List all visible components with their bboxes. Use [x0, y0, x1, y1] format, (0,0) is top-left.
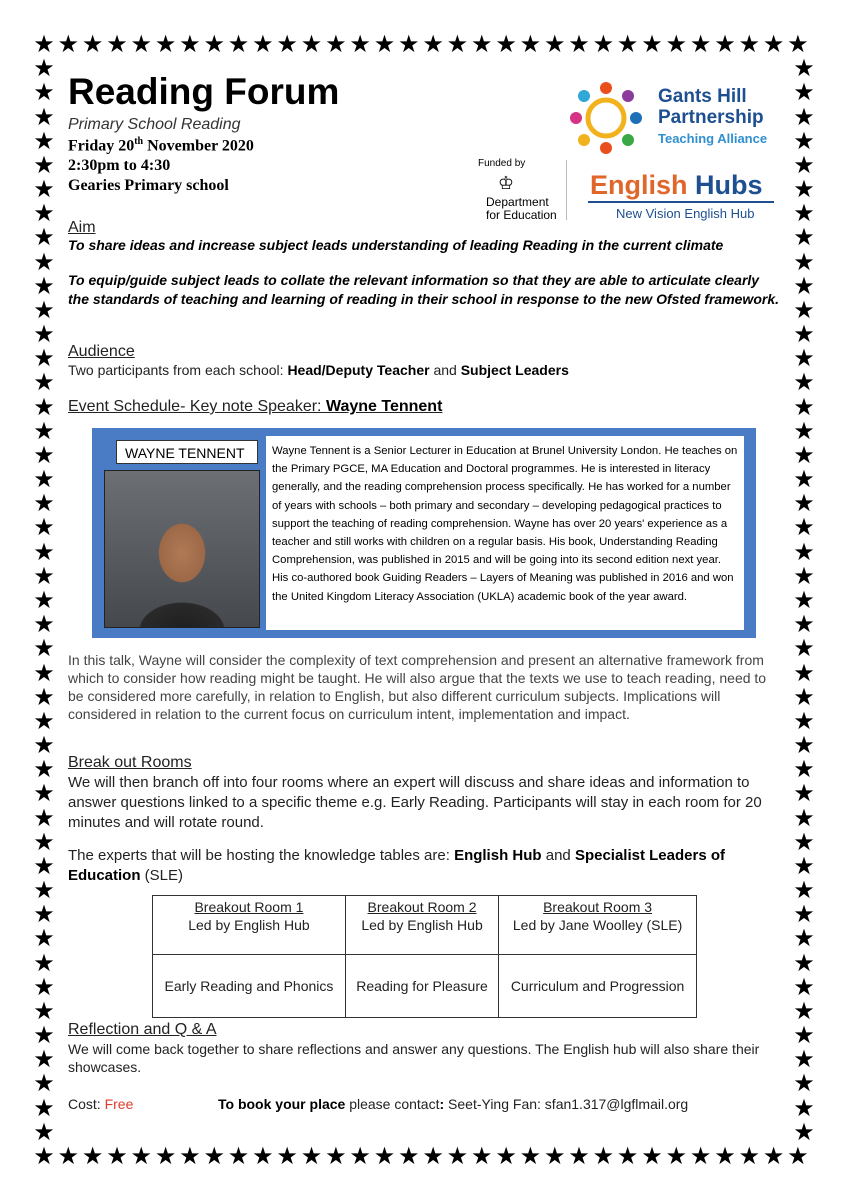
border-star-icon: ★: [130, 1142, 153, 1170]
aim-heading: Aim: [68, 219, 96, 236]
event-subtitle: Primary School Reading: [68, 116, 241, 133]
cost-line: Cost: Free: [68, 1096, 134, 1112]
border-star-icon: ★: [33, 803, 55, 832]
audience-heading: Audience: [68, 343, 135, 360]
border-star-icon: ★: [33, 610, 55, 639]
border-star-icon: ★: [793, 658, 815, 687]
border-star-icon: ★: [33, 368, 55, 397]
border-star-icon: ★: [252, 30, 274, 58]
border-star-icon: ★: [276, 1142, 298, 1170]
border-star-icon: ★: [641, 1142, 663, 1170]
border-star-icon: ★: [33, 658, 55, 687]
audience-text: Two participants from each school: Head/Deputy Teacher and Subject Leaders: [68, 362, 569, 378]
border-star-icon: ★: [793, 779, 815, 808]
border-star-icon: ★: [227, 30, 250, 58]
border-star-icon: ★: [33, 1069, 55, 1098]
border-star-icon: ★: [793, 731, 815, 760]
room-1-header: Breakout Room 1 Led by English Hub: [153, 896, 346, 955]
border-star-icon: ★: [495, 1142, 517, 1170]
border-star-icon: ★: [179, 1142, 201, 1170]
border-star-icon: ★: [793, 996, 815, 1025]
border-star-icon: ★: [106, 30, 128, 58]
event-date: Friday 20th November 2020: [68, 136, 254, 155]
border-star-icon: ★: [57, 30, 80, 58]
border-star-icon: ★: [130, 30, 153, 58]
border-star-icon: ★: [33, 150, 55, 179]
border-star-icon: ★: [793, 320, 815, 349]
border-star-icon: ★: [793, 586, 815, 614]
border-star-icon: ★: [33, 223, 55, 252]
talk-description: In this talk, Wayne will consider the complexity of text comprehension and present an alternative framework from which to consider how reading might be taught. He will also argue that the texts we use to teach reading, need to be considered more carefully, in relation to English, but also different curriculum subjects. Implications will considered in relation to the current focus on curriculum intent, implementation and impact.: [68, 652, 767, 722]
english-hubs-logo: English Hubs: [590, 170, 763, 200]
border-star-icon: ★: [665, 1142, 688, 1170]
border-star-icon: ★: [446, 1142, 469, 1170]
speaker-photo: [104, 470, 260, 628]
border-star-icon: ★: [793, 851, 815, 880]
border-star-icon: ★: [33, 30, 55, 58]
border-star-icon: ★: [33, 320, 55, 349]
border-star-icon: ★: [793, 440, 815, 469]
border-star-icon: ★: [227, 1142, 250, 1170]
border-star-icon: ★: [793, 150, 815, 179]
border-star-icon: ★: [33, 489, 55, 518]
speaker-name: WAYNE TENNENT: [116, 440, 258, 464]
border-star-icon: ★: [793, 827, 815, 856]
border-star-icon: ★: [33, 706, 55, 735]
reflection-heading: Reflection and Q & A: [68, 1021, 217, 1038]
border-star-icon: ★: [398, 30, 420, 58]
border-star-icon: ★: [325, 1142, 347, 1170]
border-star-icon: ★: [793, 755, 815, 784]
border-star-icon: ★: [793, 876, 815, 905]
border-star-icon: ★: [373, 30, 396, 58]
border-star-icon: ★: [793, 1093, 815, 1122]
booking-line: To book your place please contact: Seet-Ying Fan: sfan1.317@lgflmail.org: [218, 1096, 689, 1112]
border-star-icon: ★: [33, 972, 55, 1001]
border-star-icon: ★: [33, 537, 55, 566]
border-star-icon: ★: [33, 416, 55, 445]
border-star-icon: ★: [793, 126, 815, 155]
border-star-icon: ★: [300, 1142, 323, 1170]
border-star-icon: ★: [33, 827, 55, 856]
border-star-icon: ★: [793, 416, 815, 445]
border-star-icon: ★: [349, 1142, 371, 1170]
border-star-icon: ★: [793, 682, 815, 711]
border-star-icon: ★: [793, 295, 815, 324]
hub-underline: [588, 201, 774, 203]
border-star-icon: ★: [33, 78, 55, 107]
schedule-heading: Event Schedule- Key note Speaker: Wayne Tennent: [68, 398, 443, 415]
border-star-icon: ★: [543, 30, 566, 58]
border-star-icon: ★: [179, 30, 201, 58]
border-star-icon: ★: [568, 30, 590, 58]
reflection-text: We will come back together to share reflections and answer any questions. The English hub will also share their showcases.: [68, 1041, 760, 1075]
border-star-icon: ★: [738, 30, 761, 58]
border-star-icon: ★: [793, 634, 815, 663]
border-star-icon: ★: [665, 30, 688, 58]
border-star-icon: ★: [33, 634, 55, 663]
border-star-icon: ★: [33, 586, 55, 614]
border-star-icon: ★: [793, 610, 815, 639]
border-star-icon: ★: [276, 30, 298, 58]
border-star-icon: ★: [568, 1142, 590, 1170]
dfe-logo: Funded by ♔ Department for Education: [478, 158, 557, 222]
border-star-icon: ★: [689, 30, 712, 58]
border-star-icon: ★: [398, 1142, 420, 1170]
border-star-icon: ★: [787, 30, 809, 58]
border-star-icon: ★: [762, 1142, 785, 1170]
border-star-icon: ★: [252, 1142, 274, 1170]
border-star-icon: ★: [793, 54, 815, 83]
border-star-icon: ★: [793, 948, 815, 977]
border-star-icon: ★: [33, 996, 55, 1025]
border-star-icon: ★: [33, 199, 55, 228]
border-star-icon: ★: [762, 30, 785, 58]
border-star-icon: ★: [714, 30, 736, 58]
border-star-icon: ★: [33, 1045, 55, 1074]
border-star-icon: ★: [203, 30, 225, 58]
breakout-heading: Break out Rooms: [68, 754, 192, 771]
border-star-icon: ★: [793, 561, 815, 590]
border-star-icon: ★: [33, 561, 55, 590]
border-star-icon: ★: [33, 1117, 55, 1146]
border-star-icon: ★: [793, 247, 815, 276]
border-star-icon: ★: [33, 900, 55, 929]
border-star-icon: ★: [33, 851, 55, 880]
border-star-icon: ★: [81, 30, 104, 58]
border-star-icon: ★: [33, 948, 55, 977]
border-star-icon: ★: [33, 54, 55, 83]
border-star-icon: ★: [616, 30, 639, 58]
border-star-icon: ★: [33, 876, 55, 905]
border-star-icon: ★: [793, 1045, 815, 1074]
border-star-icon: ★: [33, 924, 55, 953]
room-3-header: Breakout Room 3 Led by Jane Woolley (SLE): [499, 896, 697, 955]
logo-divider: [566, 160, 567, 220]
border-star-icon: ★: [793, 513, 815, 542]
border-star-icon: ★: [33, 1093, 55, 1122]
border-star-icon: ★: [793, 223, 815, 252]
border-star-icon: ★: [325, 30, 347, 58]
border-star-icon: ★: [154, 1142, 177, 1170]
border-star-icon: ★: [33, 731, 55, 760]
border-star-icon: ★: [519, 30, 542, 58]
border-star-icon: ★: [373, 1142, 396, 1170]
border-star-icon: ★: [33, 513, 55, 542]
border-star-icon: ★: [33, 271, 55, 300]
border-star-icon: ★: [33, 755, 55, 784]
border-star-icon: ★: [154, 30, 177, 58]
border-star-icon: ★: [616, 1142, 639, 1170]
border-star-icon: ★: [793, 199, 815, 228]
border-star-icon: ★: [793, 465, 815, 494]
border-star-icon: ★: [793, 1021, 815, 1050]
event-venue: Gearies Primary school: [68, 177, 229, 194]
border-star-icon: ★: [787, 1142, 809, 1170]
border-star-icon: ★: [300, 30, 323, 58]
border-star-icon: ★: [203, 1142, 225, 1170]
border-star-icon: ★: [33, 440, 55, 469]
page-title: Reading Forum: [68, 71, 340, 112]
border-star-icon: ★: [33, 465, 55, 494]
border-star-icon: ★: [793, 706, 815, 735]
border-star-icon: ★: [793, 489, 815, 518]
border-star-icon: ★: [592, 30, 615, 58]
border-star-icon: ★: [495, 30, 517, 58]
border-star-icon: ★: [793, 803, 815, 832]
border-star-icon: ★: [793, 900, 815, 929]
border-star-icon: ★: [422, 1142, 444, 1170]
aim-text-1: To share ideas and increase subject leads understanding of leading Reading in the current climate: [68, 237, 724, 253]
border-star-icon: ★: [33, 126, 55, 155]
border-star-icon: ★: [519, 1142, 542, 1170]
border-star-icon: ★: [349, 30, 371, 58]
hub-subtitle: New Vision English Hub: [616, 206, 755, 221]
border-star-icon: ★: [33, 102, 55, 131]
room-1-topic: Early Reading and Phonics: [153, 955, 346, 1018]
gants-hill-logo: [566, 78, 646, 158]
border-star-icon: ★: [592, 1142, 615, 1170]
border-star-icon: ★: [793, 175, 815, 204]
border-star-icon: ★: [33, 682, 55, 711]
contact-email[interactable]: Seet-Ying Fan: sfan1.317@lgflmail.org: [444, 1096, 689, 1112]
border-star-icon: ★: [33, 392, 55, 421]
border-star-icon: ★: [57, 1142, 80, 1170]
border-star-icon: ★: [793, 537, 815, 566]
border-star-icon: ★: [793, 344, 815, 373]
border-star-icon: ★: [793, 392, 815, 421]
room-2-header: Breakout Room 2 Led by English Hub: [345, 896, 498, 955]
border-star-icon: ★: [106, 1142, 128, 1170]
border-star-icon: ★: [793, 1117, 815, 1146]
border-star-icon: ★: [470, 1142, 493, 1170]
border-star-icon: ★: [81, 1142, 104, 1170]
border-star-icon: ★: [543, 1142, 566, 1170]
border-star-icon: ★: [793, 924, 815, 953]
border-star-icon: ★: [793, 271, 815, 300]
border-star-icon: ★: [33, 779, 55, 808]
border-star-icon: ★: [33, 247, 55, 276]
border-star-icon: ★: [446, 30, 469, 58]
crest-icon: ♔: [497, 173, 515, 193]
border-star-icon: ★: [33, 1021, 55, 1050]
border-star-icon: ★: [793, 368, 815, 397]
border-star-icon: ★: [738, 1142, 761, 1170]
border-star-icon: ★: [793, 78, 815, 107]
border-star-icon: ★: [422, 30, 444, 58]
border-star-icon: ★: [641, 30, 663, 58]
border-star-icon: ★: [793, 972, 815, 1001]
room-3-topic: Curriculum and Progression: [499, 955, 697, 1018]
border-star-icon: ★: [33, 1142, 55, 1170]
border-star-icon: ★: [470, 30, 493, 58]
border-star-icon: ★: [33, 344, 55, 373]
partnership-name: Gants Hill Partnership Teaching Alliance: [658, 86, 768, 146]
border-star-icon: ★: [714, 1142, 736, 1170]
border-star-icon: ★: [793, 102, 815, 131]
aim-text-2: To equip/guide subject leads to collate the relevant information so that they are able to articulate clearly the standards of teaching and learning of reading in their school in response to the new Ofsted framework.: [68, 272, 779, 307]
border-star-icon: ★: [793, 1069, 815, 1098]
breakout-rooms-table: [152, 895, 697, 1018]
border-star-icon: ★: [689, 1142, 712, 1170]
border-star-icon: ★: [33, 295, 55, 324]
experts-text: The experts that will be hosting the knowledge tables are: English Hub and Specialist Leaders of Education (SLE): [68, 847, 725, 884]
room-2-topic: Reading for Pleasure: [345, 955, 498, 1018]
speaker-bio: Wayne Tennent is a Senior Lecturer in Education at Brunel University London. He teaches on the Primary PGCE, MA Education and Doctoral programmes. He is interested in literacy generally, and the reading comprehension process specifically. He has worked for a number of years with schools – both primary and secondary – developing pedagogical practices to support the teaching of reading comprehension. Wayne has over 20 years' experience as a teacher and still works with children on a regular basis. His book, Understanding Reading Comprehension, was published in 2015 and will be going into its second edition next year. His co-authored book Guiding Readers – Layers of Meaning was published in 2016 and won the United Kingdom Literacy Association (UKLA) academic book of the year award.: [266, 436, 744, 630]
breakout-text: We will then branch off into four rooms where an expert will discuss and share ideas and information to answer questions linked to a specific theme e.g. Early Reading. Participants will stay in each room for 20 minutes and will rotate round.: [68, 774, 762, 831]
event-time: 2:30pm to 4:30: [68, 157, 171, 174]
border-star-icon: ★: [33, 175, 55, 204]
